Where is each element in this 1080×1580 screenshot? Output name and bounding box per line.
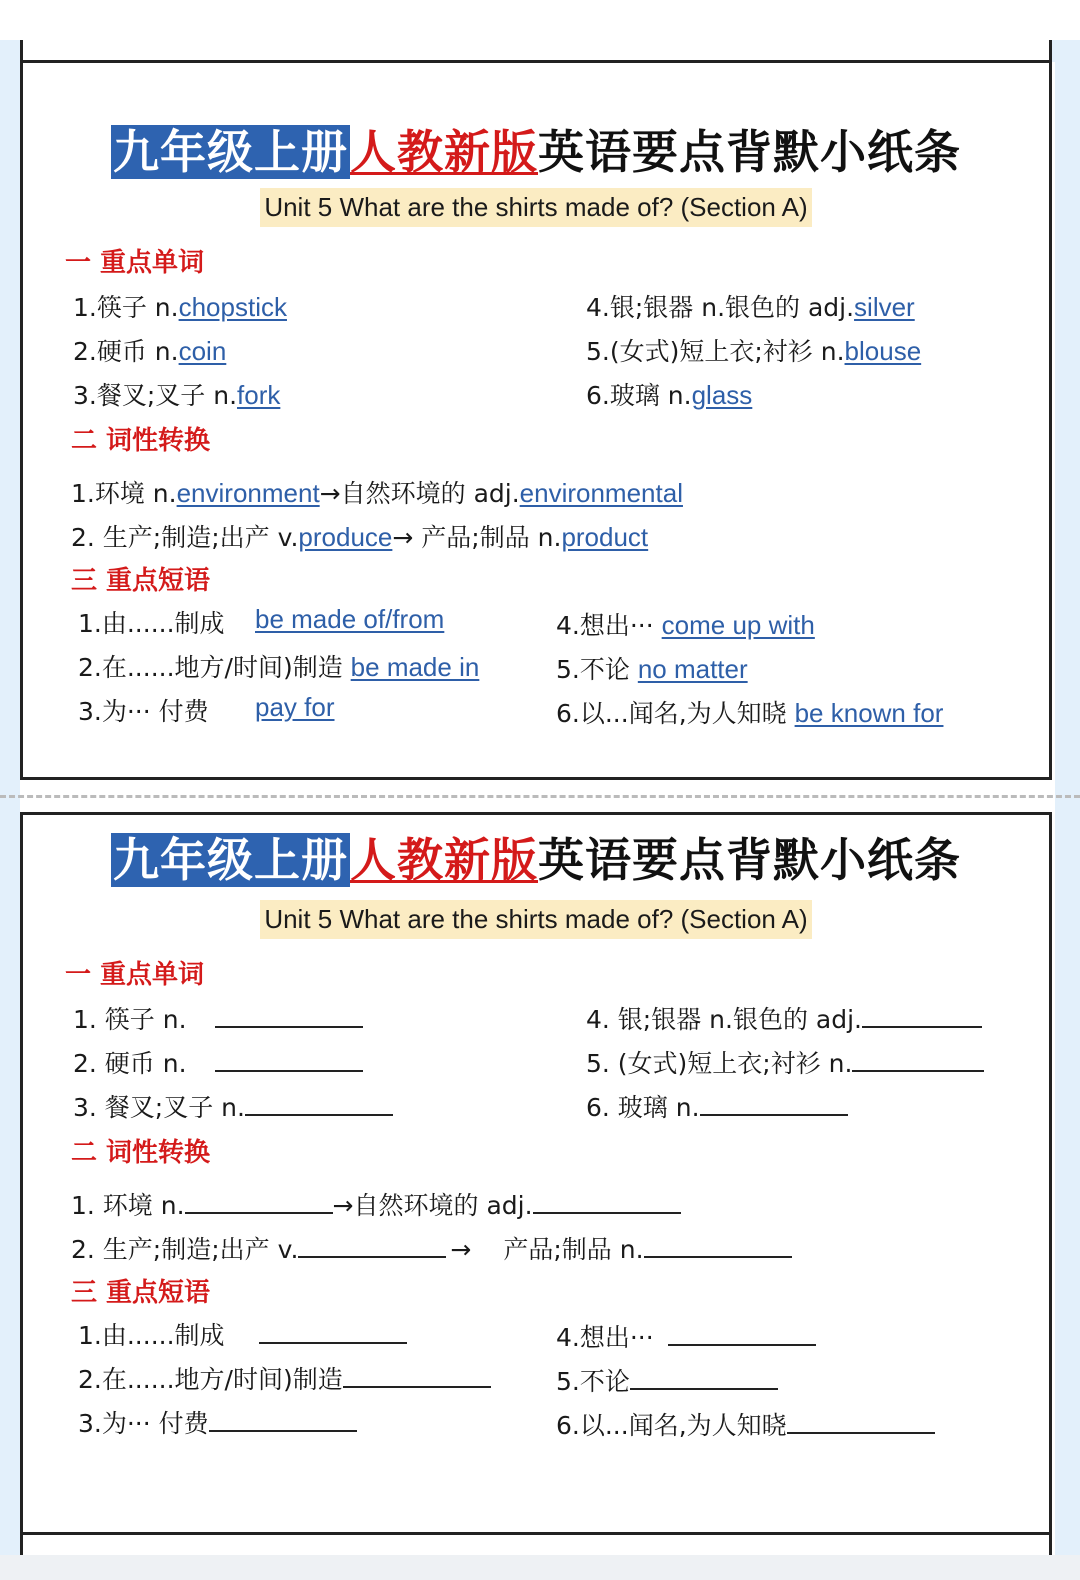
answer-text: silver [854,292,915,322]
section-word-conversion: 二 词性转换 [71,426,211,456]
phrase-item: 5.不论 no matter [556,654,748,684]
word-item: 2.硬币 n.coin [73,336,227,366]
section-key-words: 一 重点单词 [65,248,205,278]
answer-text: environmental [519,478,683,508]
phrase-blank-item: 5.不论 [556,1362,778,1398]
phrase-item: 6.以...闻名,为人知晓 be known for [556,698,944,728]
word-blank-item: 6. 玻璃 n. [586,1088,848,1124]
word-item: 5.(女式)短上衣;衬衫 n.blouse [586,336,922,366]
answer-text: coin [178,336,227,366]
answer-text: product [561,522,649,552]
phrase-item: 4.想出··· come up with [556,610,815,640]
word-item: 3.餐叉;叉子 n.fork [73,380,281,410]
word-blank-item: 1. 筷子 n. [73,1000,363,1036]
answer-blank[interactable] [245,1092,393,1116]
title-subject: 英语要点背默小纸条 [538,833,961,887]
conversion-item: 2. 生产;制造;出产 v.produce→ 产品;制品 n.product [71,522,649,552]
title-grade: 九年级上册 [113,125,348,179]
title-subject: 英语要点背默小纸条 [538,125,961,179]
section-word-conversion: 二 词性转换 [71,1138,211,1168]
word-item: 4.银;银器 n.银色的 adj.silver [586,292,915,322]
answer-blank[interactable] [862,1004,982,1028]
title-edition: 人教新版 [350,125,538,179]
answer-blank[interactable] [298,1234,446,1258]
title-grade: 九年级上册 [113,833,348,887]
card-title [23,824,1049,890]
answer-text: produce [298,522,393,552]
answer-text: fork [237,380,281,410]
phrase-item: 2.在......地方/时间)制造 be made in [78,652,480,682]
bottom-strip [0,1555,1080,1580]
answer-text: chopstick [178,292,287,322]
answer-blank[interactable] [343,1364,491,1388]
phrase-item: 1.由......制成 [78,609,225,638]
answer-card [20,40,1052,780]
answer-blank[interactable] [644,1234,792,1258]
answer-blank[interactable] [700,1092,848,1116]
answer-blank[interactable] [668,1322,816,1346]
section-key-words: 一 重点单词 [65,960,205,990]
answer-blank[interactable] [852,1048,984,1072]
answer-blank[interactable] [185,1190,333,1214]
word-item: 1.筷子 n.chopstick [73,292,287,322]
word-blank-item: 2. 硬币 n. [73,1044,363,1080]
title-edition: 人教新版 [350,833,538,887]
answer-text: blouse [844,336,922,366]
answer-text: environment [176,478,320,508]
answer-blank[interactable] [209,1408,357,1432]
answer-blank[interactable] [630,1366,778,1390]
phrase-blank-item: 1.由......制成 [78,1316,407,1352]
phrase-answer: pay for [255,692,335,722]
unit-heading: Unit 5 What are the shirts made of? (Section A) [23,900,1049,939]
phrase-blank-item: 3.为··· 付费 [78,1404,357,1440]
word-blank-item: 5. (女式)短上衣;衬衫 n. [586,1044,984,1080]
cut-line [0,795,1080,798]
answer-blank[interactable] [215,1048,363,1072]
answer-blank[interactable] [215,1004,363,1028]
card-title [23,116,1049,182]
answer-text: glass [691,380,753,410]
phrase-answer: be made of/from [255,604,445,634]
answer-blank[interactable] [259,1320,407,1344]
conversion-item: 1.环境 n.environment→自然环境的 adj.environmental [71,478,683,508]
phrase-item: 3.为··· 付费 [78,697,209,726]
section-key-phrases: 三 重点短语 [71,1278,211,1308]
answer-blank[interactable] [533,1190,681,1214]
word-item: 6.玻璃 n.glass [586,380,753,410]
phrase-blank-item: 6.以...闻名,为人知晓 [556,1406,935,1442]
conversion-blank-item: 2. 生产;制造;出产 v. → 产品;制品 n. [71,1230,792,1266]
word-blank-item: 4. 银;银器 n.银色的 adj. [586,1000,982,1036]
practice-card [20,812,1052,1555]
unit-heading: Unit 5 What are the shirts made of? (Section A) [23,188,1049,227]
phrase-blank-item: 2.在......地方/时间)制造 [78,1360,491,1396]
conversion-blank-item: 1. 环境 n. →自然环境的 adj. [71,1186,681,1222]
section-key-phrases: 三 重点短语 [71,566,211,596]
phrase-blank-item: 4.想出··· [556,1318,816,1354]
answer-blank[interactable] [787,1410,935,1434]
word-blank-item: 3. 餐叉;叉子 n. [73,1088,393,1124]
